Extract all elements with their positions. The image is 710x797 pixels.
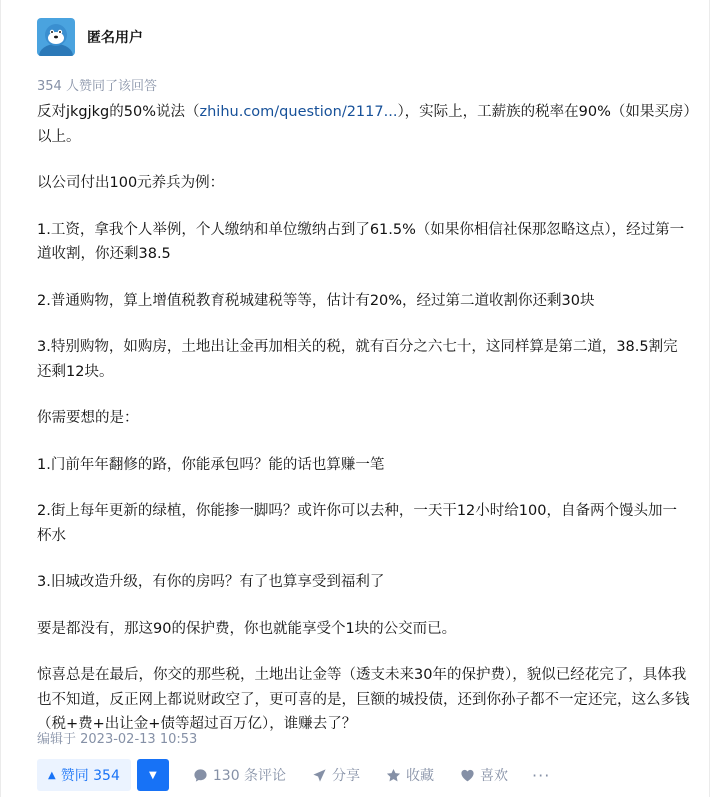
paragraph-1-after-link: ），实际上，工薪族的税率在90%（如果买房）以上。	[37, 104, 691, 145]
paragraph-8: 2.街上每年更新的绿植，你能掺一脚吗？或许你可以去种，一天干12小时给100，自备两个馒头加一杯水	[37, 503, 677, 544]
avatar-icon	[37, 18, 75, 56]
comment-icon	[193, 768, 208, 783]
action-bar	[37, 759, 550, 791]
paragraph-10: 要是都没有，那这90的保护费，你也就能享受个1块的公交而已。	[37, 620, 457, 637]
paragraph-4: 2.普通购物，算上增值税教育税城建税等等，估计有20%，经过第二道收割你还剩30块	[37, 292, 595, 309]
author-name[interactable]: 匿名用户	[87, 30, 143, 46]
paragraph-9: 3.旧城改造升级，有你的房吗？有了也算享受到福利了	[37, 574, 385, 590]
triangle-down-icon: ▼	[149, 769, 157, 781]
vote-count-info: 354 人赞同了该回答	[37, 79, 157, 94]
answer-content	[37, 100, 691, 737]
share-label: 分享	[332, 768, 361, 784]
favorite-button[interactable]	[386, 765, 434, 785]
comment-label: 130 条评论	[212, 768, 287, 784]
star-icon	[386, 768, 401, 783]
paragraph-6: 你需要想的是：	[37, 410, 139, 426]
paragraph-1	[37, 100, 691, 149]
edit-time[interactable]: 编辑于 2023-02-13 10:53	[37, 732, 198, 747]
paragraph-2: 以公司付出100元养兵为例：	[37, 175, 225, 191]
like-button[interactable]	[460, 765, 508, 785]
paragraph-11: 惊喜总是在最后，你交的那些税，土地出让金等（透支未来30年的保护费），貌似已经花完了，具体我也不知道，反正网上都说财政空了，更可喜的是，巨额的城投债，还到你孙子都不一定还完，这么多钱（税+费+出让金+债等超过百万亿），谁赚去了？	[37, 667, 690, 732]
paragraph-7: 1.门前年年翻修的路，你能承包吗？能的话也算赚一笔	[37, 456, 385, 473]
more-icon[interactable]: ···	[532, 765, 551, 785]
heart-icon	[460, 768, 475, 783]
paragraph-5: 3.特别购物，如购房，土地出让金再加相关的税，就有百分之六七十，这同样算是第二道，38.5割完还剩12块。	[37, 339, 678, 380]
paragraph-1-before-link: 反对jkgjkg的50%说法（	[37, 104, 200, 120]
comment-button[interactable]	[193, 765, 286, 785]
vote-up-label: 赞同 354	[60, 768, 120, 784]
paragraph-3: 1.工资，拿我个人举例，个人缴纳和单位缴纳占到了61.5%（如果你相信社保那忽略这点），经过第一道收割，你还剩38.5	[37, 221, 685, 262]
share-icon	[312, 768, 327, 783]
vote-up-button[interactable]	[37, 759, 131, 791]
vote-down-button[interactable]	[137, 759, 169, 791]
avatar[interactable]	[37, 18, 75, 56]
author-info	[37, 18, 143, 56]
share-button[interactable]	[312, 765, 360, 785]
triangle-up-icon: ▲	[48, 769, 56, 781]
like-label: 喜欢	[480, 768, 509, 784]
favorite-label: 收藏	[406, 768, 435, 784]
question-link[interactable]: zhihu.com/question/2117...	[199, 104, 398, 120]
